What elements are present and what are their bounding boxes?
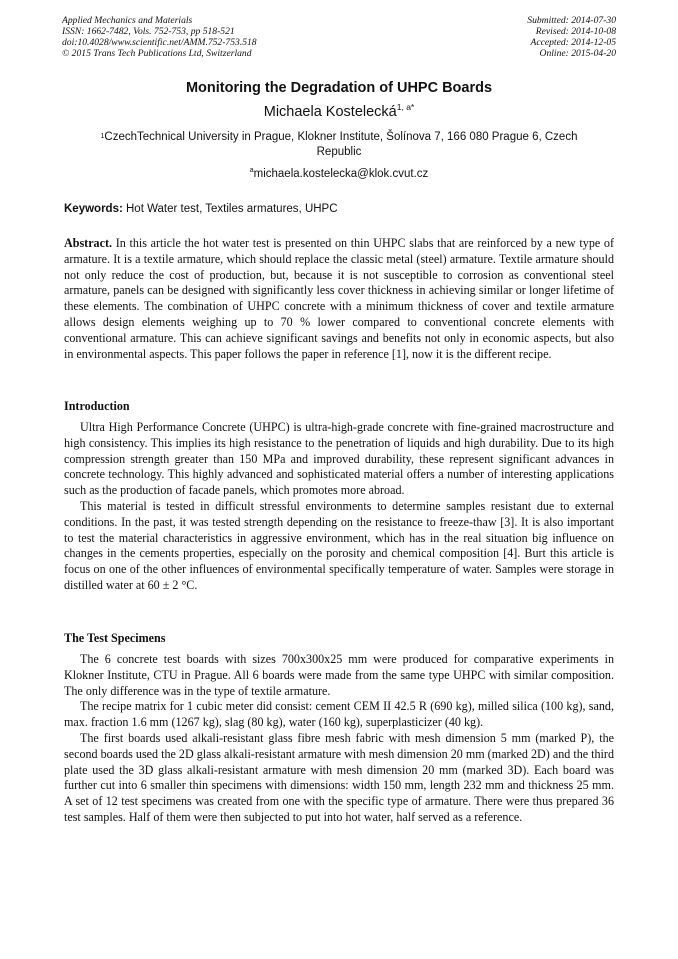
revised-date: Revised: 2014-10-08 — [535, 26, 616, 37]
paragraph: The recipe matrix for 1 cubic meter did consist: cement CEM II 42.5 R (690 kg), milled silica (100 kg), sand, max. fraction 1.6 mm (1267 kg), slag (80 kg), water (160 kg), superplasticizer (40 kg). — [64, 699, 614, 730]
abstract-label: Abstract. — [64, 236, 113, 250]
specimens-heading: The Test Specimens — [64, 631, 166, 645]
specimens-body — [64, 652, 614, 826]
submission-dates — [527, 15, 616, 59]
accepted-date: Accepted: 2014-12-05 — [530, 37, 616, 48]
affiliation-text: CzechTechnical University in Prague, Klokner Institute, Šolínova 7, 166 080 Prague 6, Czech Republic — [104, 131, 578, 158]
author-superscript: 1, a* — [396, 102, 415, 112]
abstract-text: In this article the hot water test is presented on thin UHPC slabs that are reinforced by a new type of armature. It is a textile armature, which should replace the classic metal (steel) armature. Textile armature should not only reduce the cost of production, but, because it is not susceptible to corrosion as conventional steel armature, panels can be designed with significantly less cover thickness in achieving similar or longer lifetime of these elements. The combination of UHPC concrete with a minimum thickness of cover and textile armature allows design elements weighing up to 70 % lower compared to conventional concrete elements with conventional armature. This can achieve significant savings and benefits not only in economic aspects, but also in environmental aspects. This paper follows the paper in reference [1], now it is the different recipe. — [64, 236, 614, 361]
introduction-body — [64, 420, 614, 594]
affiliation-superscript: 1 — [100, 133, 105, 140]
author-name: Michaela Kostelecká — [263, 104, 397, 120]
journal-name: Applied Mechanics and Materials — [62, 15, 193, 26]
abstract — [64, 236, 614, 362]
paper-title: Monitoring the Degradation of UHPC Boards — [185, 80, 493, 96]
introduction-heading: Introduction — [64, 399, 130, 413]
email-superscript: a — [249, 167, 254, 174]
submitted-date: Submitted: 2014-07-30 — [527, 15, 616, 26]
author-email — [0, 168, 678, 180]
copyright-line: © 2015 Trans Tech Publications Ltd, Switzerland — [62, 48, 252, 59]
journal-header — [62, 15, 616, 59]
affiliation — [90, 130, 588, 160]
doi-line: doi:10.4028/www.scientific.net/AMM.752-753.518 — [62, 37, 257, 48]
keywords-label: Keywords: — [64, 203, 123, 215]
paragraph: The 6 concrete test boards with sizes 700x300x25 mm were produced for comparative experiments in Klokner Institute, CTU in Prague. All 6 boards were made from the same type UHPC with similar composition. The only difference was in the type of textile armature. — [64, 652, 614, 698]
email-text: michaela.kostelecka@klok.cvut.cz — [253, 168, 429, 180]
keywords-text: Hot Water test, Textiles armatures, UHPC — [126, 203, 338, 215]
paragraph: This material is tested in difficult stressful environments to determine samples resistant due to external conditions. In the past, it was tested strength depending on the resistance to freeze-thaw [3]. It is also important to test the material characteristics in aggressive environment, which has in the real situation big influence on changes in the cements properties, especially on the porosity and chemical composition [4]. Burt this article is focus on one of the other influences of environmental specifically temperature of water. Samples were storage in distilled water at 60 ± 2 °C. — [64, 498, 614, 592]
paragraph: The first boards used alkali-resistant glass fibre mesh fabric with mesh dimension 5 mm (marked P), the second boards used the 2D glass alkali-resistant armature with mesh dimension 20 mm (marked 2D) and the third plate used the 3D glass alkali-resistant armature with mesh dimension 20 mm (marked 3D). Each board was further cut into 6 smaller thin specimens with dimensions: width 150 mm, length 232 mm and thickness 25 mm. A set of 12 test specimens was created from one with the specific type of armature. There were thus prepared 36 test samples. Half of them were then subjected to put into hot water, half served as a reference. — [64, 730, 614, 824]
online-date: Online: 2015-04-20 — [539, 48, 616, 59]
author-line — [0, 104, 678, 120]
paragraph: Ultra High Performance Concrete (UHPC) is ultra-high-grade concrete with fine-grained macrostructure and high consistency. This implies its high resistance to the penetration of liquids and high durability. Due to its high compression strength greater than 150 MPa and improved durability, these represent significant advances in concrete technology. This highly advanced and sophisticated material offers a number of interesting applications such as the production of facade panels, which promotes more abroad. — [64, 420, 614, 498]
publication-info — [62, 15, 257, 59]
keywords — [64, 203, 614, 215]
issn-line: ISSN: 1662-7482, Vols. 752-753, pp 518-521 — [62, 26, 235, 37]
